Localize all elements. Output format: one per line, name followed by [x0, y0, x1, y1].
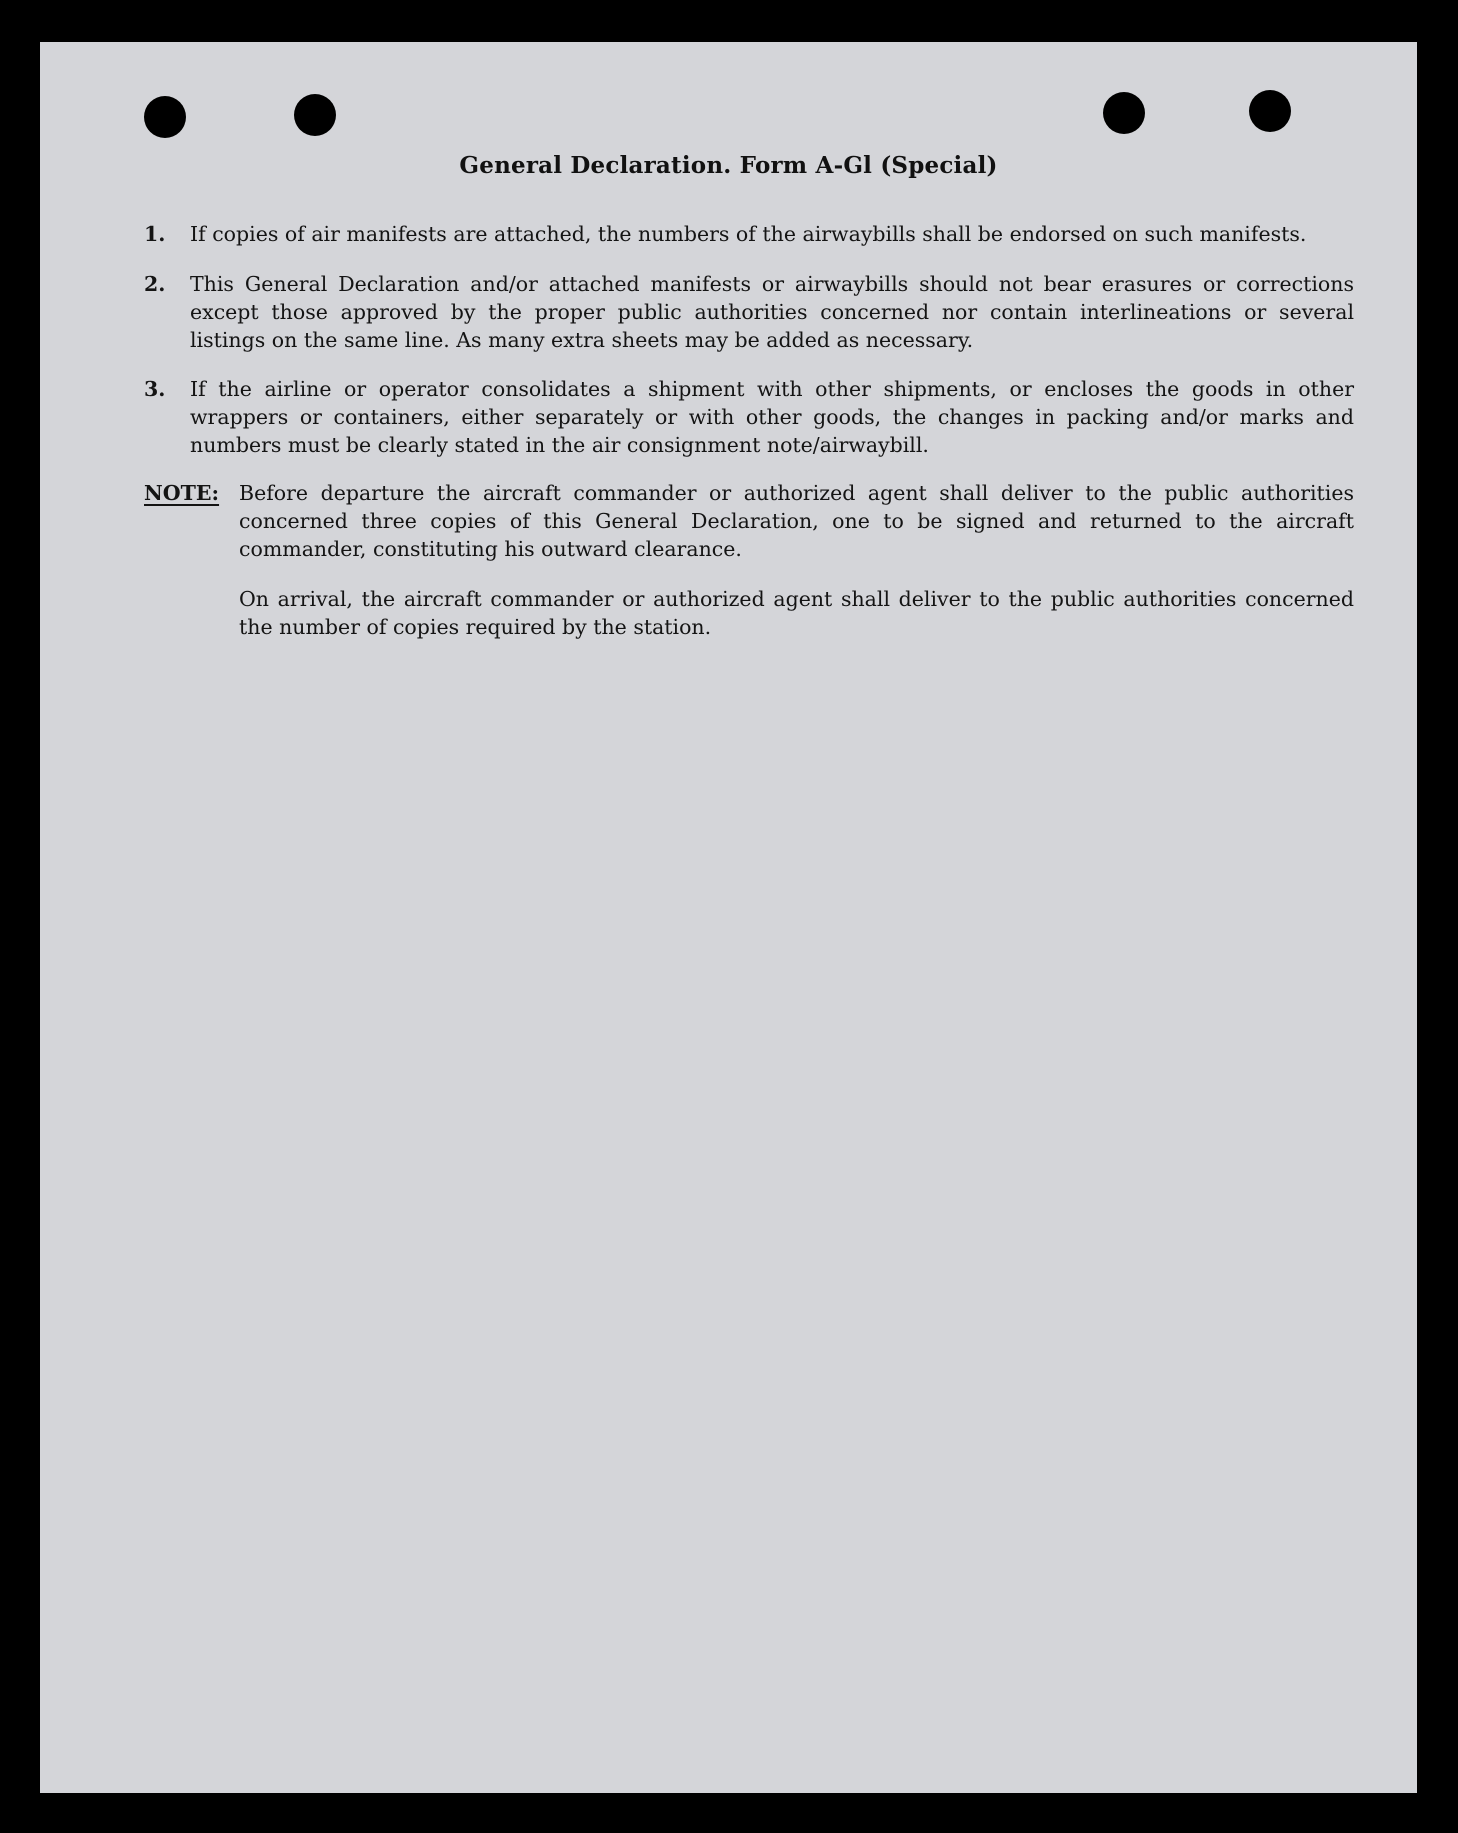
- punch-hole: [294, 94, 336, 136]
- item-number: 1.: [144, 222, 166, 246]
- item-number: 2.: [144, 272, 166, 296]
- note-paragraph: Before departure the aircraft commander or authorized agent shall deliver to the public authorities concerned three copies of this General Declaration, one to be signed and returned to the aircraft commander, constituting his outward clearance.: [239, 481, 1354, 561]
- note-label: NOTE:: [144, 481, 220, 505]
- note-body: [239, 479, 1354, 663]
- item-text: If copies of air manifests are attached, the numbers of the airwaybills shall be endorsed on such manifests.: [190, 222, 1307, 246]
- punch-hole: [144, 96, 186, 138]
- punch-hole: [1103, 92, 1145, 134]
- punch-hole: [1249, 90, 1291, 132]
- instruction-item: [144, 270, 1354, 354]
- instruction-item: [144, 220, 1354, 248]
- item-text: If the airline or operator consolidates a shipment with other shipments, or encloses the goods in other wrappers or containers, either separately or with other goods, the changes in packing and/or marks and numbers must be clearly stated in the air consignment note/airwaybill.: [190, 377, 1354, 457]
- note-section: [144, 479, 1354, 663]
- instruction-item: [144, 375, 1354, 459]
- note-paragraph: On arrival, the aircraft commander or authorized agent shall deliver to the public authorities concerned the number of copies required by the station.: [239, 587, 1354, 639]
- document-page: [40, 42, 1417, 1793]
- item-number: 3.: [144, 377, 166, 401]
- document-title: General Declaration. Form A-Gl (Special): [459, 152, 998, 179]
- item-text: This General Declaration and/or attached manifests or airwaybills should not bear erasures or corrections except those approved by the proper public authorities concerned nor contain interlineations or several listings on the same line. As many extra sheets may be added as necessary.: [190, 272, 1354, 352]
